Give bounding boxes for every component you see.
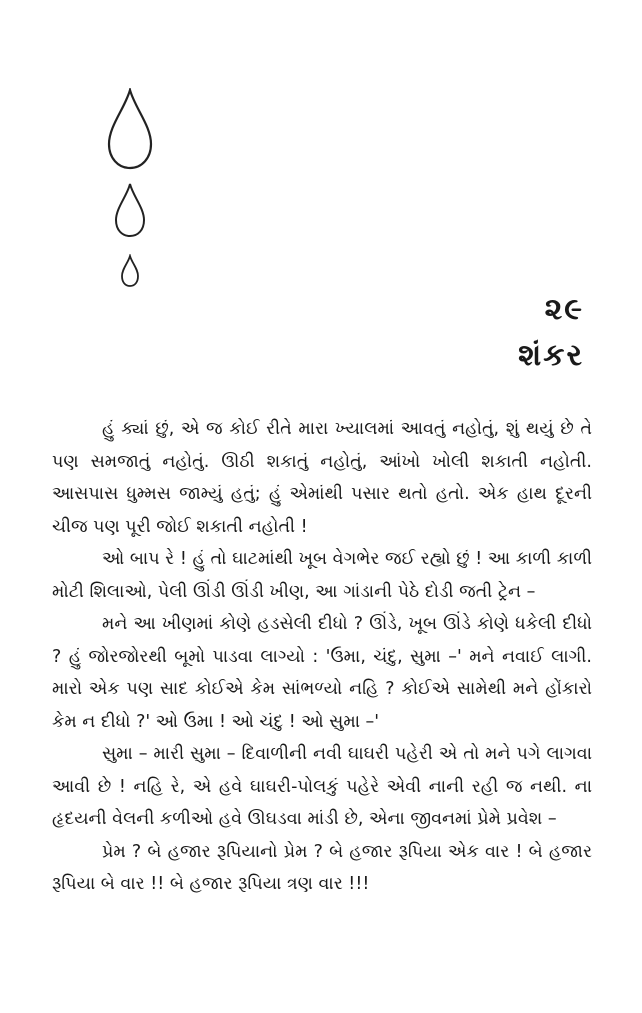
drop-ornament	[100, 88, 160, 298]
chapter-number: ૨૯	[544, 292, 584, 327]
drop-icon	[120, 254, 140, 288]
paragraph: ઓ બાપ રે ! હું તો ઘાટમાંથી ખૂબ વેગભેર જઈ રહ્યો છું ! આ કાળી કાળી મોટી શિલાઓ, પેલી ઊંડી ઊંડી ખીણ, આ ગાંડાની પેઠે દોડી જતી ટ્રેન –	[52, 549, 592, 602]
chapter-title: શંકર	[518, 338, 584, 373]
paragraph: સુમા – મારી સુમા – દિવાળીની નવી ઘાઘરી પહેરી એ તો મને પગે લાગવા આવી છે ! નહિ રે, એ હવે ઘાઘરી-પોલકું પહેરે એવી નાની રહી જ નથી. ના હૃદયની વેલની કળીઓ હવે ઊઘડવા માંડી છે, એના જીવનમાં પ્રેમે પ્રવેશ –	[52, 744, 592, 829]
paragraph: પ્રેમ ? બે હજાર રૂપિયાનો પ્રેમ ? બે હજાર રૂપિયા એક વાર ! બે હજાર રૂપિયા બે વાર !! બે હજાર રૂપિયા ત્રણ વાર !!!	[52, 841, 592, 894]
drop-icon	[105, 88, 155, 170]
paragraph: મને આ ખીણમાં કોણે હડસેલી દીધો ? ઊંડે, ખૂબ ઊંડે કોણે ધકેલી દીધો ? હું જોરજોરથી બૂમો પાડવા લાગ્યો : 'ઉમા, ચંદુ, સુમા –' મને નવાઈ લાગી. મારો એક પણ સાદ કોઈએ કેમ સાંભળ્યો નહિ ? કોઈએ સામેથી મને હોંકારો કેમ ન દીધો ?' ઓ ઉમા ! ઓ ચંદુ ! ઓ સુમા –'	[52, 614, 592, 732]
drop-icon	[113, 182, 147, 238]
body-text	[52, 413, 592, 901]
paragraph: હું ક્યાં છું, એ જ કોઈ રીતે મારા ખ્યાલમાં આવતું નહોતું, શું થયું છે તે પણ સમજાતું નહોતું. ઊઠી શકાતું નહોતું, આંખો ખોલી શકાતી નહોતી. આસપાસ ધુમ્મસ જામ્યું હતું; હું એમાંથી પસાર થતો હતો. એક હાથ દૂરની ચીજ પણ પૂરી જોઈ શકાતી નહોતી !	[52, 419, 592, 537]
